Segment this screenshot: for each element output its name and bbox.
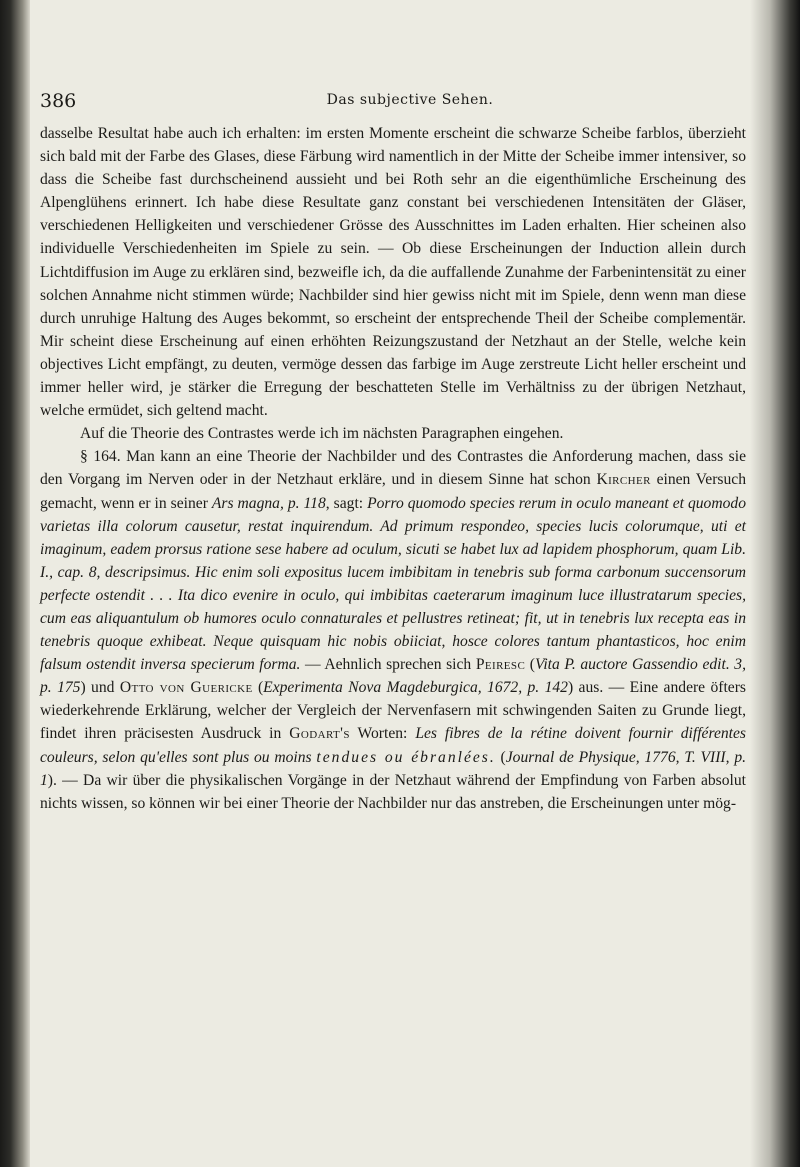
paragraph-p3	[40, 445, 746, 815]
text-run: Godart's	[289, 725, 350, 743]
text-run: Vita P. auctore Gassendio edit. 3, p. 175	[40, 656, 747, 697]
text-run: Les fibres de la rétine doivent fournir différentes couleurs, selon qu'elles sont plus ou moins	[40, 725, 746, 766]
paragraph-p1	[40, 122, 746, 422]
text-run: Porro quomodo species rerum in oculo maneant et quomodo varietas illa colorum causetur, restat inquirendum. Ad primum respondeo, species lucis colorumque, uti et imaginum, eadem prorsus ratione sese habere ad oculum, sicuti se habet lux ad lapidem phosphorum, quam Lib. I., cap. 8, descripsimus. Hic enim soli expositus lucem imbibitam in tenebris sub forma carbonum succensorum perfecte ostendit . . . Ita dico evenire in oculo, qui imbibitas caeterarum imaginum luce illustratarum species, cum eas aliquantulum ob humores oculo connaturales et pellustres retineat; fit, ut in tenebris lux recepta eas in tenebris quoque exhibeat. Neque quisquam hic nobis obiiciat, hosce colores tantum phantasticos, hoc enim falsum ostendit inversa specierum forma.	[40, 494, 747, 674]
text-run: Auf die Theorie des Contrastes werde ich im nächsten Paragraphen eingehen.	[80, 425, 564, 443]
text-run: einen Versuch gemacht, wenn er in seiner	[40, 471, 747, 512]
text-run: Man kann an eine Theorie der Nachbilder und des Contrastes die Anforderung machen, dass sie den Vorgang im Nerven oder in der Netzhaut erkläre, und in diesem Sinne hat schon	[40, 448, 746, 489]
text-run: Experimenta Nova Magdeburgica, 1672, p. 142	[263, 679, 568, 697]
page-header	[40, 90, 750, 110]
scan-edge-left	[0, 0, 30, 1167]
text-run: , sagt:	[325, 494, 368, 512]
text-run: Ars magna, p. 118	[211, 494, 326, 512]
text-run: ). — Da wir über die physikalischen Vorgänge in der Netzhaut während der Empfindung von Farben absolut nichts wissen, so können wir bei einer Theorie der Nachbilder nur das anstreben, die Erscheinungen unter mög-	[40, 771, 746, 812]
text-run: Peiresc	[475, 656, 526, 674]
text-run: § 164.	[80, 448, 127, 466]
scan-edge-right	[750, 0, 800, 1167]
text-run: (	[252, 679, 264, 697]
running-title: Das subjective Sehen.	[326, 92, 494, 108]
text-run: tendues ou ébranlées.	[316, 748, 496, 766]
text-run: Worten:	[349, 725, 416, 743]
text-run: Kircher	[596, 471, 651, 489]
text-run: (	[495, 748, 506, 766]
text-run: ) und	[80, 679, 120, 697]
book-page	[40, 0, 750, 1167]
text-run: ) aus. — Eine andere öfters wiederkehrende Erklärung, welcher der Vergleich der Nervenfasern mit schwingenden Saiten zu Grunde liegt, findet ihren präcisesten Ausdruck in	[40, 679, 746, 743]
text-run: dasselbe Resultat habe auch ich erhalten: im ersten Momente erscheint die schwarze Scheibe farblos, überzieht sich bald mit der Farbe des Glases, diese Färbung wird namentlich in der Mitte der Scheibe immer intensiver, so dass die Scheibe fast durchscheinend aussieht und bei Roth sehr an die eigenthümliche Erscheinung des Alpenglühens erinnert. Ich habe diese Resultate ganz constant bei verschiedenen Intensitäten der Gläser, verschiedenen Helligkeiten und verschiedener Grösse des Ausschnittes im Laden erhalten. Hier scheinen also individuelle Verschiedenheiten im Spiele zu sein. — Ob diese Erscheinungen der Induction allein durch Lichtdiffusion im Auge zu erklären sind, bezweifle ich, da die auffallende Zunahme der Farbenintensität zu einer solchen Annahme nicht stimmen würde; Nachbilder sind hier gewiss nicht mit im Spiele, denn wenn man diese durch unruhige Haltung des Auges bekommt, so erscheint der entsprechende Theil der Scheibe complementär. Mir scheint diese Erscheinung auf einen erhöhten Reizungszustand der Netzhaut an der Stelle, welche kein objectives Licht empfängt, zu deuten, vermöge dessen das farbige im Auge zerstreute Licht heller erscheint und immer heller wird, je stärker die Erregung der beschatteten Stelle im Verhältniss zu der übrigen Netzhaut, welche ermüdet, sich geltend macht.	[40, 125, 746, 420]
text-run: — Aehnlich sprechen sich	[300, 656, 476, 674]
body-text	[40, 122, 746, 815]
text-run: Journal de Physique, 1776, T. VIII, p. 1	[40, 748, 747, 789]
paragraph-p2	[40, 422, 746, 445]
text-run: Otto von Guericke	[119, 679, 253, 697]
page-number: 386	[40, 90, 77, 112]
text-run: (	[525, 656, 535, 674]
